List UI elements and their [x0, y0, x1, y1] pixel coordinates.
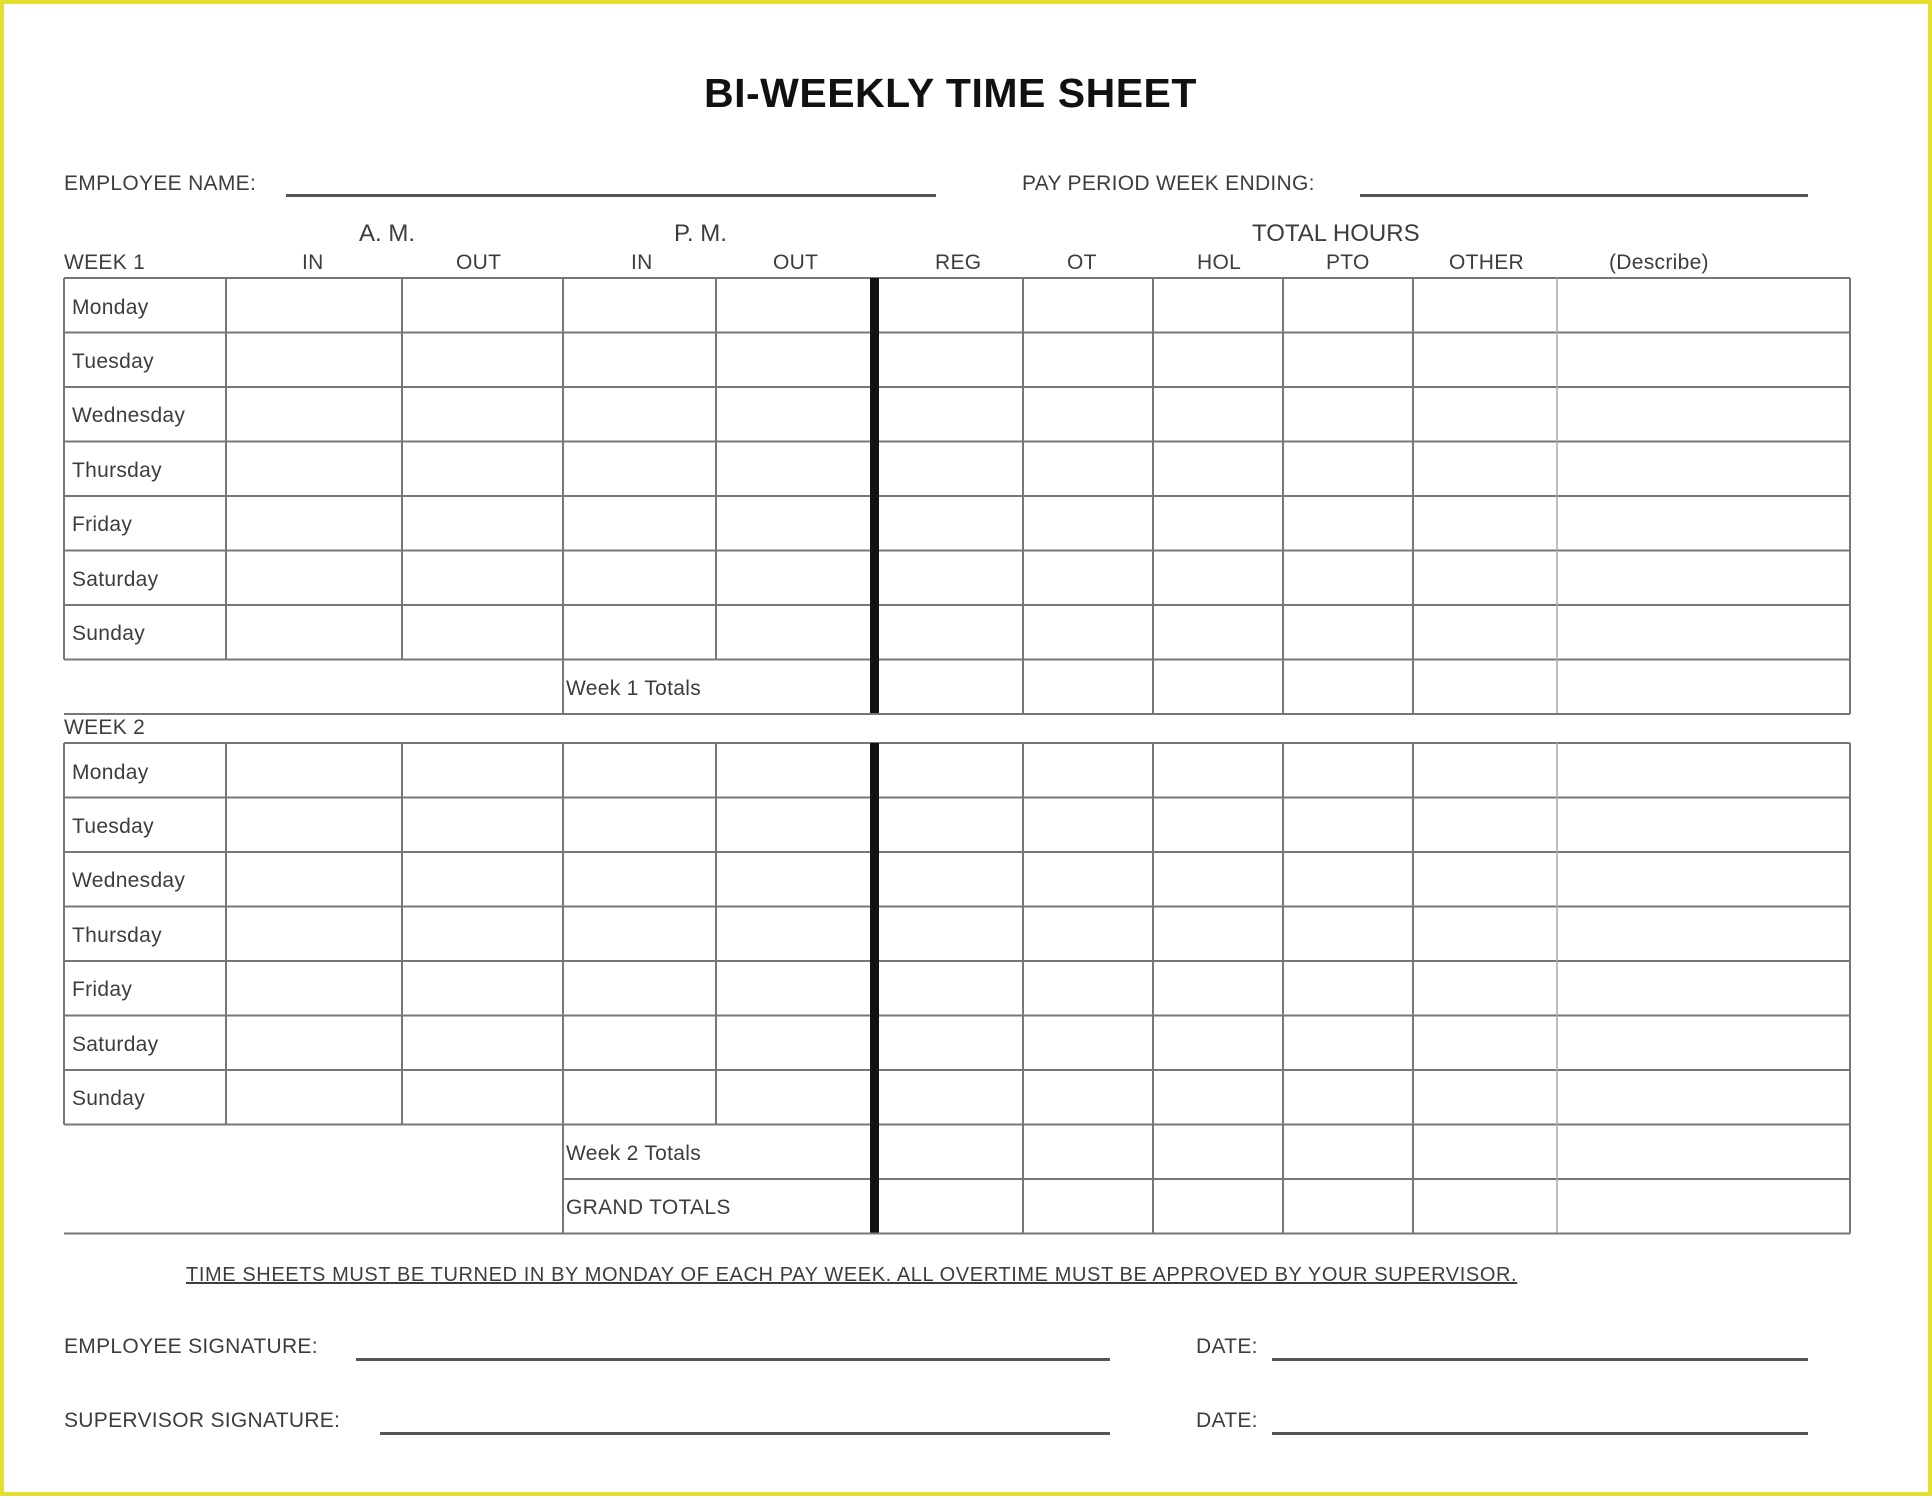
col-am-in: IN [302, 251, 324, 274]
week2-day-tuesday: Tuesday [72, 815, 154, 838]
supervisor-signature-field[interactable] [380, 1432, 1110, 1435]
total-hours-header: TOTAL HOURS [1252, 220, 1420, 247]
employee-signature-field[interactable] [356, 1358, 1110, 1361]
week1-day-tuesday: Tuesday [72, 350, 154, 373]
week1-day-wednesday: Wednesday [72, 404, 186, 427]
col-other: OTHER [1449, 251, 1524, 274]
col-pm-in: IN [631, 251, 653, 274]
col-am-out: OUT [456, 251, 502, 274]
week2-day-wednesday: Wednesday [72, 869, 186, 892]
week1-totals-label: Week 1 Totals [566, 677, 702, 700]
week1-day-thursday: Thursday [72, 459, 162, 482]
week2-thick-divider [870, 743, 879, 1234]
week2-day-friday: Friday [72, 978, 133, 1001]
week1-day-saturday: Saturday [72, 568, 159, 591]
pm-header: P. M. [674, 220, 727, 247]
week1-day-friday: Friday [72, 513, 133, 536]
pay-period-label: PAY PERIOD WEEK ENDING: [1022, 172, 1315, 195]
col-pm-out: OUT [773, 251, 819, 274]
week2-totals-label: Week 2 Totals [566, 1142, 702, 1165]
employee-name-label: EMPLOYEE NAME: [64, 172, 257, 195]
week2-day-monday: Monday [72, 761, 149, 784]
pay-period-field[interactable] [1360, 194, 1808, 197]
week1-thick-divider [870, 278, 879, 714]
week1-day-sunday: Sunday [72, 622, 146, 645]
employee-signature-label: EMPLOYEE SIGNATURE: [64, 1335, 318, 1358]
col-pto: PTO [1326, 251, 1370, 274]
week2-label: WEEK 2 [64, 716, 146, 739]
employee-date-field[interactable] [1272, 1358, 1808, 1361]
col-reg: REG [935, 251, 982, 274]
employee-date-label: DATE: [1196, 1335, 1258, 1358]
supervisor-signature-label: SUPERVISOR SIGNATURE: [64, 1409, 341, 1432]
supervisor-date-label: DATE: [1196, 1409, 1258, 1432]
col-ot: OT [1067, 251, 1097, 274]
week2-day-sunday: Sunday [72, 1087, 146, 1110]
week1-day-monday: Monday [72, 296, 149, 319]
week2-day-thursday: Thursday [72, 924, 162, 947]
col-hol: HOL [1197, 251, 1242, 274]
col-describe: (Describe) [1609, 251, 1709, 274]
grand-totals-label: GRAND TOTALS [566, 1196, 731, 1219]
am-header: A. M. [359, 220, 416, 247]
notice-text: TIME SHEETS MUST BE TURNED IN BY MONDAY OF EACH PAY WEEK. ALL OVERTIME MUST BE APPROVED BY YOUR SUPERVISOR. [186, 1264, 1518, 1286]
week2-day-saturday: Saturday [72, 1033, 159, 1056]
employee-name-field[interactable] [286, 194, 936, 197]
supervisor-date-field[interactable] [1272, 1432, 1808, 1435]
page-title: BI-WEEKLY TIME SHEET [704, 70, 1197, 116]
week1-label: WEEK 1 [64, 251, 146, 274]
